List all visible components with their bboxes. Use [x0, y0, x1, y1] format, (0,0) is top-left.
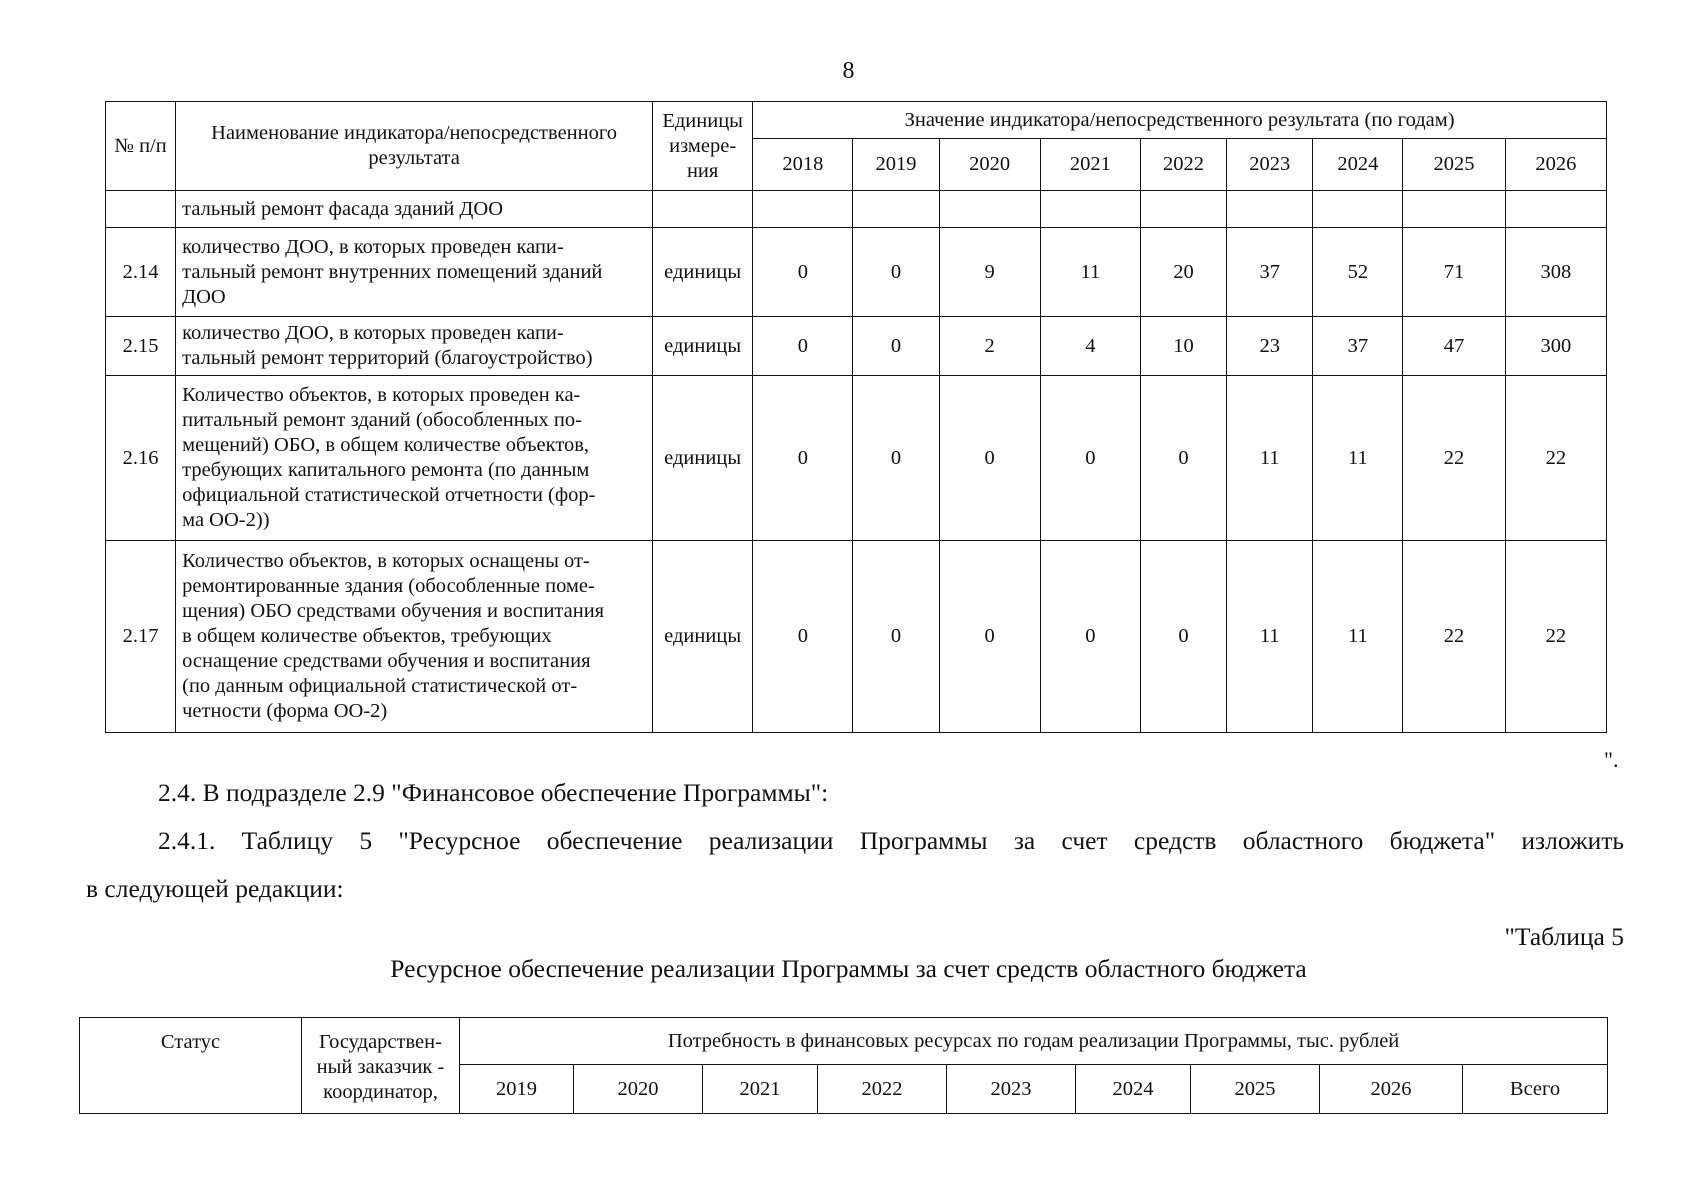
value-cell [1227, 191, 1313, 228]
finance-table [79, 1017, 1608, 1114]
value-cell [1040, 191, 1140, 228]
table-caption: "Таблица 5 [1504, 922, 1624, 951]
indicator-name [176, 376, 653, 541]
indicator-name-line: Количество объектов, в которых оснащены от- [182, 550, 590, 572]
header-values: Значение индикатора/непосредственного результата (по годам) [753, 102, 1607, 139]
header-year: 2024 [1313, 139, 1403, 191]
paragraph-2-4-1: 2.4.1. Таблицу 5 "Ресурсное обеспечение реализации Программы за счет средств областного бюджета" изложить [158, 826, 1624, 855]
value-cell: 52 [1313, 228, 1403, 317]
indicator-name-line: Количество объектов, в которых проведен ка- [182, 384, 581, 406]
row-number: 2.17 [106, 541, 176, 733]
value-cell: 0 [753, 228, 853, 317]
value-cell: 0 [753, 376, 853, 541]
header-num: № п/п [106, 102, 176, 191]
unit: единицы [653, 541, 753, 733]
header-year: 2024 [1076, 1065, 1191, 1114]
value-cell: 0 [753, 541, 853, 733]
value-cell: 37 [1313, 317, 1403, 376]
header-customer: Государствен- ный заказчик - координатор, [302, 1018, 460, 1114]
value-cell: 0 [853, 317, 939, 376]
table-row [106, 317, 1607, 376]
header-year: 2022 [1140, 139, 1226, 191]
header-total: Всего [1463, 1065, 1608, 1114]
value-cell: 20 [1140, 228, 1226, 317]
header-year: 2021 [703, 1065, 818, 1114]
header-year: 2023 [1227, 139, 1313, 191]
header-year: 2020 [574, 1065, 703, 1114]
indicator-name [176, 541, 653, 733]
header-year: 2026 [1320, 1065, 1463, 1114]
value-cell: 0 [939, 376, 1040, 541]
paragraph-2-4-1-cont: в следующей редакции: [86, 874, 344, 903]
unit [653, 191, 753, 228]
row-number: 2.16 [106, 376, 176, 541]
indicator-name-line: тальный ремонт внутренних помещений зданий [182, 260, 603, 283]
header-status: Статус [80, 1018, 302, 1114]
value-cell: 0 [1040, 541, 1140, 733]
indicator-name-line: официальной статистической отчетности (фор- [182, 484, 596, 506]
header-year: 2023 [947, 1065, 1076, 1114]
indicator-name-line: оснащение средствами обучения и воспитания [182, 650, 591, 672]
value-cell: 22 [1403, 541, 1505, 733]
value-cell [753, 191, 853, 228]
indicator-name [176, 317, 653, 376]
value-cell: 0 [1140, 376, 1226, 541]
header-year: 2019 [460, 1065, 574, 1114]
unit: единицы [653, 376, 753, 541]
value-cell [1505, 191, 1606, 228]
closing-quote: ". [1604, 747, 1619, 772]
value-cell: 2 [939, 317, 1040, 376]
indicator-name-line: количество ДОО, в которых проведен капи- [182, 235, 564, 258]
table-row [106, 376, 1607, 541]
value-cell: 71 [1403, 228, 1505, 317]
value-cell: 11 [1227, 376, 1313, 541]
header-name: Наименование индикатора/непосредственного результата [176, 102, 653, 191]
value-cell: 23 [1227, 317, 1313, 376]
value-cell: 0 [853, 228, 939, 317]
table-row [106, 541, 1607, 733]
value-cell [1140, 191, 1226, 228]
value-cell: 10 [1140, 317, 1226, 376]
indicator-name [176, 228, 653, 317]
header-year: 2022 [818, 1065, 947, 1114]
value-cell [853, 191, 939, 228]
value-cell [1313, 191, 1403, 228]
indicator-name-line: количество ДОО, в которых проведен капи- [182, 322, 564, 344]
header-year: 2026 [1505, 139, 1606, 191]
value-cell: 308 [1505, 228, 1606, 317]
header-year: 2018 [753, 139, 853, 191]
indicator-table [105, 101, 1607, 733]
indicator-name-line: в общем количестве объектов, требующих [182, 625, 552, 647]
indicator-name-line: ДОО [182, 285, 226, 308]
indicator-name-line: щения) ОБО средствами обучения и воспитания [182, 600, 605, 622]
header-year: 2025 [1191, 1065, 1320, 1114]
indicator-name-line: ма ОО-2)) [182, 509, 270, 531]
value-cell: 11 [1313, 376, 1403, 541]
value-cell: 300 [1505, 317, 1606, 376]
value-cell: 4 [1040, 317, 1140, 376]
table-title: Ресурсное обеспечение реализации Программы за счет средств областного бюджета [390, 954, 1307, 983]
page-number: 8 [842, 58, 855, 84]
value-cell: 37 [1227, 228, 1313, 317]
table-row [106, 228, 1607, 317]
header-year: 2025 [1403, 139, 1505, 191]
value-cell: 0 [853, 376, 939, 541]
header-year: 2020 [939, 139, 1040, 191]
indicator-name-line: тальный ремонт территорий (благоустройство) [182, 347, 593, 369]
value-cell: 11 [1227, 541, 1313, 733]
value-cell: 9 [939, 228, 1040, 317]
value-cell: 11 [1313, 541, 1403, 733]
value-cell: 0 [753, 317, 853, 376]
row-number: 2.15 [106, 317, 176, 376]
unit: единицы [653, 317, 753, 376]
table-row [106, 191, 1607, 228]
header-needs: Потребность в финансовых ресурсах по годам реализации Программы, тыс. рублей [460, 1018, 1608, 1065]
value-cell: 0 [853, 541, 939, 733]
indicator-name-line: тальный ремонт фасада зданий ДОО [182, 197, 504, 220]
row-number [106, 191, 176, 228]
row-number: 2.14 [106, 228, 176, 317]
value-cell: 0 [1040, 376, 1140, 541]
indicator-name-line: мещений) ОБО, в общем количестве объектов, [182, 434, 590, 456]
header-year: 2021 [1040, 139, 1140, 191]
paragraph-2-4: 2.4. В подразделе 2.9 "Финансовое обеспечение Программы": [158, 778, 829, 807]
value-cell: 22 [1403, 376, 1505, 541]
value-cell [939, 191, 1040, 228]
indicator-name-line: ремонтированные здания (обособленные поме- [182, 575, 595, 597]
indicator-name [176, 191, 653, 228]
value-cell: 11 [1040, 228, 1140, 317]
indicator-name-line: (по данным официальной статистической от- [182, 675, 578, 697]
indicator-name-line: четности (форма ОО-2) [182, 700, 388, 722]
header-unit: Единицы измере- ния [653, 102, 753, 191]
header-year: 2019 [853, 139, 939, 191]
indicator-name-line: питальный ремонт зданий (обособленных по- [182, 409, 582, 431]
value-cell: 0 [939, 541, 1040, 733]
value-cell: 0 [1140, 541, 1226, 733]
value-cell: 47 [1403, 317, 1505, 376]
indicator-name-line: требующих капитального ремонта (по данным [182, 459, 590, 481]
value-cell [1403, 191, 1505, 228]
unit: единицы [653, 228, 753, 317]
value-cell: 22 [1505, 541, 1606, 733]
value-cell: 22 [1505, 376, 1606, 541]
